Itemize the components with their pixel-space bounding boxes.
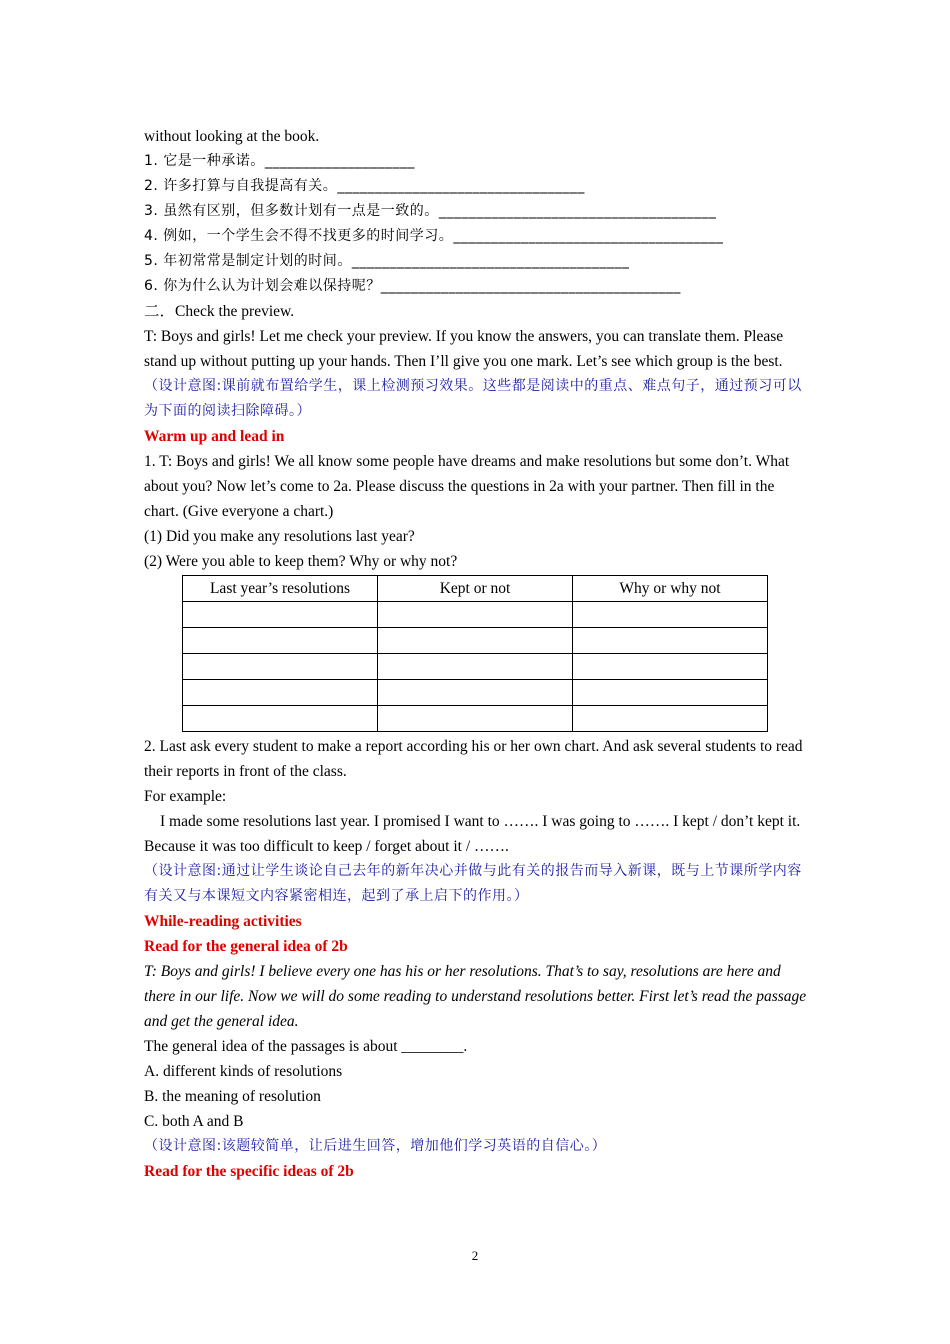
preview-item-text: 2. 许多打算与自我提高有关。	[144, 178, 338, 194]
warmup-step-1: 1. T: Boys and girls! We all know some people have dreams and make resolutions but some don’t. What about you? Now let’s come to 2a. Please discuss the questions in 2a with your partner. Then fill in the chart. (Give everyone a chart.)	[144, 453, 790, 520]
while-reading-heading: While-reading activities	[144, 913, 302, 930]
preview-item-4	[144, 224, 812, 249]
answer-blank: _________________________________	[337, 178, 585, 194]
check-design-note: （设计意图:课前就布置给学生，课上检测预习效果。这些都是阅读中的重点、难点句子，通过预习可以为下面的阅读扫除障碍。）	[144, 378, 802, 419]
teacher-instruction: T: Boys and girls! I believe every one has his or her resolutions. That’s to say, resolutions are here and there in our life. Now we will do some reading to understand resolutions better. First let’s read the passage and get the general idea.	[144, 963, 807, 1030]
specific-ideas-heading: Read for the specific ideas of 2b	[144, 1163, 354, 1180]
while-reading-design-note: （设计意图:该题较简单，让后进生回答，增加他们学习英语的自信心。）	[144, 1138, 607, 1154]
answer-blank: ________________________________________	[380, 278, 681, 294]
chart-row	[183, 680, 768, 706]
chart-header-why: Why or why not	[573, 576, 768, 602]
preview-lead-in: without looking at the book.	[144, 128, 320, 145]
chart-cell[interactable]	[573, 602, 768, 628]
answer-blank: ____________________	[264, 153, 415, 169]
preview-item-text: 1. 它是一种承诺。	[144, 153, 265, 169]
preview-item-6	[144, 274, 812, 299]
chart-cell[interactable]	[378, 628, 573, 654]
chart-cell[interactable]	[183, 628, 378, 654]
chart-cell[interactable]	[378, 680, 573, 706]
preview-item-text: 5. 年初常常是制定计划的时间。	[144, 253, 352, 269]
option-c: C. both A and B	[144, 1113, 244, 1130]
chart-header-kept: Kept or not	[378, 576, 573, 602]
chart-row	[183, 602, 768, 628]
chart-cell[interactable]	[378, 706, 573, 732]
answer-blank: _____________________________________	[438, 203, 717, 219]
answer-blank: ____________________________________	[453, 228, 724, 244]
chart-cell[interactable]	[573, 680, 768, 706]
chart-row	[183, 706, 768, 732]
document-page	[144, 124, 812, 1184]
chart-cell[interactable]	[378, 654, 573, 680]
preview-item-3	[144, 199, 812, 224]
example-text: I made some resolutions last year. I promised I want to ……. I was going to ……. I kept / don’t kept it. Because it was too difficult to keep / forget about it / …….	[144, 813, 801, 855]
chart-header-resolutions: Last year’s resolutions	[183, 576, 378, 602]
check-preview-heading: 二．Check the preview.	[144, 303, 295, 320]
resolutions-chart	[182, 575, 768, 732]
chart-cell[interactable]	[573, 654, 768, 680]
chart-cell[interactable]	[378, 602, 573, 628]
preview-item-text: 6. 你为什么认为计划会难以保持呢？	[144, 278, 381, 294]
warmup-heading: Warm up and lead in	[144, 428, 285, 445]
answer-blank: _____________________________________	[351, 253, 630, 269]
warmup-question-2: (2) Were you able to keep them? Why or why not?	[144, 553, 458, 570]
warmup-question-1: (1) Did you make any resolutions last year?	[144, 528, 415, 545]
chart-cell[interactable]	[573, 628, 768, 654]
preview-item-5	[144, 249, 812, 274]
chart-cell[interactable]	[183, 706, 378, 732]
option-b: B. the meaning of resolution	[144, 1088, 321, 1105]
preview-item-1	[144, 149, 812, 174]
chart-cell[interactable]	[183, 680, 378, 706]
page-number: 2	[471, 1248, 479, 1263]
check-preview-paragraph: T: Boys and girls! Let me check your preview. If you know the answers, you can translate them. Please stand up without putting up your hands. Then I’ll give you one mark. Let’s see which group is the best.	[144, 328, 784, 370]
option-a: A. different kinds of resolutions	[144, 1063, 343, 1080]
general-idea-question: The general idea of the passages is about ________.	[144, 1038, 468, 1055]
warmup-design-note: （设计意图:通过让学生谈论自己去年的新年决心并做与此有关的报告而导入新课，既与上节课所学内容有关又与本课短文内容紧密相连，起到了承上启下的作用。）	[144, 863, 802, 904]
general-idea-heading: Read for the general idea of 2b	[144, 938, 348, 955]
preview-item-2	[144, 174, 812, 199]
preview-item-text: 4. 例如，一个学生会不得不找更多的时间学习。	[144, 228, 454, 244]
chart-row	[183, 628, 768, 654]
chart-cell[interactable]	[183, 654, 378, 680]
chart-cell[interactable]	[573, 706, 768, 732]
chart-row	[183, 654, 768, 680]
warmup-step-2: 2. Last ask every student to make a report according his or her own chart. And ask several students to read their reports in front of the class.	[144, 738, 803, 780]
preview-item-text: 3. 虽然有区别，但多数计划有一点是一致的。	[144, 203, 439, 219]
example-label: For example:	[144, 788, 227, 805]
chart-cell[interactable]	[183, 602, 378, 628]
chart-header-row	[183, 576, 768, 602]
